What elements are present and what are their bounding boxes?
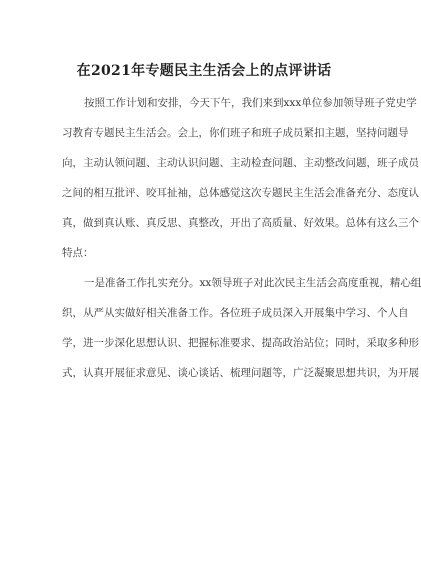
paragraph-2-line-2: 织，从严从实做好相关准备工作。各位班子成员深入开展集中学习、个人自: [62, 307, 409, 319]
paragraph-1-line-4: 之间的相互批评、咬耳扯袖，总体感觉这次专题民主生活会准备充分、态度认: [62, 187, 419, 199]
paragraph-1-line-2: 习教育专题民主生活会。会上，你们班子和班子成员紧扣主题，坚持问题导: [62, 127, 409, 139]
paragraph-1-line-6: 特点：: [62, 247, 94, 259]
paragraph-1-line-3: 向，主动认领问题、主动认识问题、主动检查问题、主动整改问题，班子成员: [62, 157, 419, 169]
paragraph-2-line-1: 一是准备工作扎实充分。xx领导班子对此次民主生活会高度重视，精心组: [84, 277, 421, 289]
paragraph-1-line-1: 按照工作计划和安排，今天下午，我们来到xxx单位参加领导班子党史学: [84, 97, 417, 109]
paragraph-2-line-4: 式，认真开展征求意见、谈心谈话、梳理问题等，广泛凝聚思想共识，为开展: [62, 367, 419, 379]
paragraph-2-line-3: 学，进一步深化思想认识、把握标准要求、提高政治站位；同时，采取多种形: [62, 337, 419, 349]
paragraph-1-line-5: 真，做到真认账、真反思、真整改，开出了高质量、好效果。总体有这么三个: [62, 217, 419, 229]
document-title: 在2021年专题民主生活会上的点评讲话: [76, 63, 332, 79]
